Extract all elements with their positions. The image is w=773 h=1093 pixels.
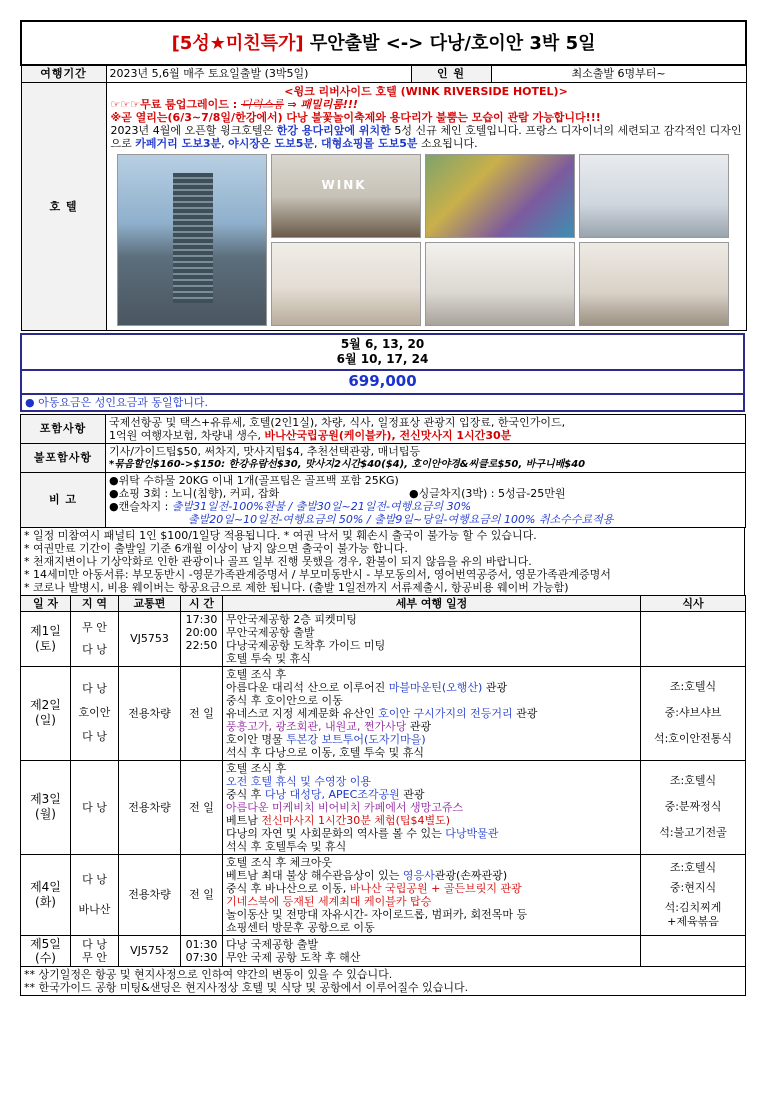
schedule-line: 다낭 국제공항 출발: [226, 937, 319, 951]
meal: 석:불고기전골: [659, 826, 727, 839]
meal: 조:호텔식: [669, 680, 717, 693]
period-value: 2023년 5,6월 매주 토요일출발 (3박5일): [106, 65, 411, 82]
time: 전 일: [181, 760, 223, 854]
schedule-highlight: 기네스북에 등재된 세계최대 케이블카 탑승: [226, 894, 432, 908]
meal: 조:호텔식: [669, 774, 717, 787]
schedule-line: 놀이동산 및 전망대 자유시간- 자이로드롭, 범퍼카, 회전목마 등: [226, 907, 528, 921]
time: 17:30: [185, 612, 218, 626]
schedule-line: 중식 후 호이안으로 이동: [226, 693, 343, 707]
flight-number: VJ5753: [119, 611, 181, 666]
region: 다 낭: [82, 730, 107, 743]
excluded-items: [106, 443, 746, 472]
time: 전 일: [181, 666, 223, 760]
desc-highlight: 한강 용다리앞에 위치한: [276, 123, 391, 137]
region: 다 낭: [82, 682, 107, 695]
header-table: [20, 20, 747, 331]
hotel-bathroom-photo: [579, 154, 729, 238]
single-charge-note: ●싱글차지(3박) : 5성급-25만원: [409, 486, 566, 500]
schedule-highlight: 영응사: [402, 868, 435, 882]
meal: 석:호이안전통식: [653, 732, 733, 745]
flight-number: VJ5752: [119, 935, 181, 966]
cancel-label: ●캔슬차지 :: [109, 499, 172, 513]
day-weekday: (월): [35, 807, 56, 821]
schedule-highlight: 풍흥고가, 광조회관, 내원교, 쩐가사당: [226, 719, 407, 733]
notice-line: * 일정 미참여시 패널티 1인 $100/1일당 적용됩니다. * 여권 낙서 및 훼손시 출국이 불가능 할 수 있습니다.: [24, 528, 537, 542]
itinerary-table: [20, 595, 746, 996]
schedule-line: 관광: [482, 680, 508, 694]
schedule-line: 무안 국제 공항 도착 후 해산: [226, 950, 361, 964]
schedule-line: 관광(손짜관광): [434, 868, 508, 882]
cancel-policy-2: 출발20일~10일전-여행요금의 50% / 출발9일~당일-여행요금의 100% 취소수수료적용: [188, 512, 614, 526]
col-details: 세부 여행 일정: [223, 595, 641, 611]
festival-note: ※곧 열리는(6/3~7/8일/한강에서) 다낭 불꽃놀이축제와 용다리가 불뿜는 모습이 관람 가능합니다!!!: [110, 110, 601, 124]
desc-part: 소요됩니다.: [417, 136, 478, 150]
baggage-note: ●위탁 수하물 20KG 이내 1개(골프팁은 골프백 포함 25KG): [109, 473, 399, 487]
region: 다 낭: [82, 872, 107, 886]
itinerary-day-5: [21, 935, 746, 966]
date-price-table: [20, 333, 745, 412]
hotel-exterior-photo: [117, 154, 267, 326]
desc-part: 5성 신규 체인 호텔입니다. 프랑스 디자이너의 세련되고 감각적인 디자인으로: [110, 123, 742, 150]
schedule-highlight: 다낭 대성당, APEC조각공원: [264, 787, 400, 801]
title-main: 무안출발 <-> 다낭/호이안 3박 5일: [303, 32, 596, 54]
pax-label: 인 원: [411, 65, 491, 82]
included-line: 국제선항공 및 택스+유류세, 호텔(2인1실), 차량, 식사, 일정표상 관광지 입장료, 한국인가이드,: [109, 415, 566, 429]
col-meals: 식사: [641, 595, 746, 611]
footer-line: ** 상기일정은 항공 및 현지사정으로 인하여 약간의 변동이 있을 수 있습니다.: [24, 967, 393, 981]
desc-highlight: 대형쇼핑몰 도보5분: [321, 136, 418, 150]
meal: 중:분짜정식: [664, 800, 722, 813]
conditions-table: [20, 414, 746, 528]
region: 바나산: [78, 902, 111, 916]
title-prefix: [5성★미친특가]: [171, 32, 304, 54]
col-time: 시 간: [181, 595, 223, 611]
day-number: 제1일: [30, 623, 61, 638]
region: 다 낭: [82, 937, 107, 951]
time: 07:30: [185, 950, 218, 964]
notice-line: * 천재지변이나 기상악화로 인한 관광이나 골프 일부 진행 못했을 경우, 환불이 되지 않음을 유의 바랍니다.: [24, 554, 532, 568]
schedule-line: 유네스코 지정 세계문화 유산인: [226, 706, 379, 720]
region: 무 안: [82, 620, 107, 634]
schedule-highlight: 전신마사지 1시간30분 체험(팁$4별도): [261, 813, 451, 827]
hotel-bedroom-photo: [425, 242, 575, 326]
itinerary-day-4: [21, 854, 746, 935]
itinerary-day-1: [21, 611, 746, 666]
period-label: 여행기간: [21, 65, 106, 82]
meal: 조:호텔식: [669, 860, 717, 874]
time: 22:50: [185, 638, 218, 652]
shopping-note: ●쇼핑 3회 : 노니(침향), 커피, 잡화: [109, 486, 280, 500]
schedule-highlight: 투본강 보트투어(도자기마을): [286, 732, 426, 746]
desc-highlight: 야시장은 도보5분: [228, 136, 314, 150]
notices: [20, 528, 745, 595]
hotel-entrance-photo: [271, 154, 421, 238]
included-label: 포함사항: [21, 414, 106, 443]
tour-price: 699,000: [21, 370, 744, 394]
time: 01:30: [185, 937, 218, 951]
transport: 전용차량: [119, 666, 181, 760]
schedule-line: 중식 후 바나산으로 이동,: [226, 881, 350, 895]
desc-highlight: 카페거리 도보3분: [135, 136, 222, 150]
dates-may: 5월 6, 13, 20: [340, 336, 425, 351]
schedule-line: 무안국제공항 2층 피켓미팅: [226, 612, 357, 626]
schedule-line: 베트남: [226, 813, 262, 827]
schedule-line: 관광: [512, 706, 538, 720]
schedule-highlight: 호이안 구시가지의 전등거리: [378, 706, 513, 720]
page-title: [21, 21, 746, 65]
schedule-highlight: 아름다운 미케비치 비어비치 카페에서 생망고쥬스: [226, 800, 464, 814]
schedule-line: 관광: [399, 787, 425, 801]
excluded-line: 기사/가이드팁$50, 써차지, 맛사지팁$4, 추천선택관광, 매너팁등: [109, 444, 421, 458]
region: 다 낭: [82, 642, 107, 656]
schedule-line: 호텔 조식 후: [226, 667, 287, 681]
footer-line: ** 한국가이드 공항 미팅&샌딩은 현지사정상 호텔 및 식당 및 공항에서 이루어질수 있습니다.: [24, 980, 469, 994]
schedule-highlight: 오전 호텔 휴식 및 수영장 이용: [226, 774, 371, 788]
schedule-line: 다낭국제공항 도착후 가이드 미팅: [226, 638, 386, 652]
hotel-section: [106, 82, 746, 330]
tour-flyer: [20, 20, 745, 996]
col-transport: 교통편: [119, 595, 181, 611]
upgrade-to: 패밀리룸!!!: [300, 97, 358, 111]
upgrade-arrow: ⇒: [283, 97, 301, 111]
region: 호이안: [78, 706, 111, 719]
day-number: 제5일: [30, 936, 61, 951]
transport: 전용차량: [119, 760, 181, 854]
child-price-note: ● 아동요금은 성인요금과 동일합니다.: [21, 394, 744, 411]
hotel-lounge-photo: [425, 154, 575, 238]
included-line: 1억원 여행자보험, 차량내 생수,: [109, 428, 265, 442]
hotel-label: 호 텔: [21, 82, 106, 330]
departure-dates: [21, 334, 744, 370]
schedule-highlight: 다낭박물관: [445, 826, 499, 840]
remarks-items: [106, 472, 746, 527]
included-highlight: 바나산국립공원(케이블카), 전신맛사지 1시간30분: [264, 428, 512, 442]
schedule-line: 호이안 명물: [226, 732, 287, 746]
cancel-policy-1: 출발31일전-100%환불 / 출발30일~21일전-여행요금의 30%: [171, 499, 472, 513]
day-number: 제3일: [30, 792, 61, 806]
day-number: 제4일: [30, 879, 61, 894]
hotel-photo-gallery: [117, 154, 742, 326]
desc-part: ,: [221, 136, 229, 150]
schedule-line: 관광: [406, 719, 432, 733]
time: 20:00: [185, 625, 218, 639]
day-weekday: (일): [35, 713, 56, 727]
pax-value: 최소출발 6명부터~: [491, 65, 746, 82]
day-weekday: (토): [35, 638, 56, 653]
schedule-line: 호텔 투숙 및 휴식: [226, 651, 311, 665]
schedule-line: 아름다운 대리석 산으로 이루어진: [226, 680, 389, 694]
col-region: 지 역: [71, 595, 119, 611]
schedule-line: 무안국제공항 출발: [226, 625, 315, 639]
excluded-label: 불포함사항: [21, 443, 106, 472]
transport: 전용차량: [119, 854, 181, 935]
meal: 석:김치찌게: [664, 900, 722, 914]
col-day: 일 자: [21, 595, 71, 611]
desc-part: ,: [314, 136, 321, 150]
notice-line: * 코로나 발병시, 비용 웨이버는 항공요금으로 제한 됩니다. (출발 1일전까지 서류제출시, 항공비용 웨이버 가능함): [24, 580, 569, 594]
included-items: [106, 414, 746, 443]
meal: +제육볶음: [667, 914, 719, 928]
schedule-highlight: 바나산 국립공원 + 골든브릿지 관광: [349, 881, 522, 895]
day-number: 제2일: [30, 698, 61, 712]
itinerary-day-3: [21, 760, 746, 854]
hotel-description: [111, 124, 742, 150]
remarks-label: 비 고: [21, 472, 106, 527]
upgrade-from: 디럭스룸: [240, 97, 284, 111]
upgrade-prefix: ☞☞☞무료 룸업그레이드 :: [110, 97, 241, 111]
schedule-line: 쇼핑센터 방문후 공항으로 이동: [226, 920, 375, 934]
hotel-suite-photo: [579, 242, 729, 326]
bundle-discount: *묶음할인$160->$150: 한강유람선$30, 맛사지2시간$40($4), 호이안야경&씨클로$50, 바구니배$40: [109, 458, 586, 470]
meal: 중:샤브샤브: [664, 706, 722, 719]
schedule-line: 호텔 조식 후: [226, 761, 287, 775]
desc-part: 2023년 4월에 오픈할 윙크호텔은: [110, 123, 277, 137]
schedule-line: 석식 후 호텔투숙 및 휴식: [226, 839, 347, 853]
dates-june: 6월 10, 17, 24: [336, 351, 429, 366]
upgrade-line: [111, 98, 742, 111]
notice-line: * 여권만료 기간이 출발일 기준 6개월 이상이 남지 않으면 출국이 불가능 합니다.: [24, 541, 408, 555]
schedule-line: 중식 후: [226, 787, 265, 801]
hotel-name: <윙크 리버사이드 호텔 (WINK RIVERSIDE HOTEL)>: [284, 84, 568, 98]
hotel-room-photo: [271, 242, 421, 326]
schedule-highlight: 마블마운틴(오행산): [388, 680, 483, 694]
time: 전 일: [181, 854, 223, 935]
schedule-line: 호텔 조식 후 체크아웃: [226, 855, 333, 869]
schedule-line: 다낭의 자연 및 사회문화의 역사를 볼 수 있는: [226, 826, 446, 840]
notice-line: * 14세미만 아동서류: 부모동반시 -영문가족관계증명서 / 부모미동반시 - 부모동의서, 영어번역공증서, 영문가족관계증명서: [24, 567, 611, 581]
itinerary-day-2: [21, 666, 746, 760]
region: 다 낭: [71, 760, 119, 854]
footer-notes: [21, 966, 746, 995]
wink-sign: WINK: [321, 177, 367, 192]
region: 무 안: [82, 950, 107, 964]
day-weekday: (화): [35, 894, 56, 909]
schedule-line: 베트남 최대 불상 해수관음상이 있는: [226, 868, 403, 882]
meal: 중:현지식: [669, 880, 717, 894]
schedule-line: 석식 후 다낭으로 이동, 호텔 투숙 및 휴식: [226, 745, 424, 759]
day-weekday: (수): [35, 950, 56, 965]
